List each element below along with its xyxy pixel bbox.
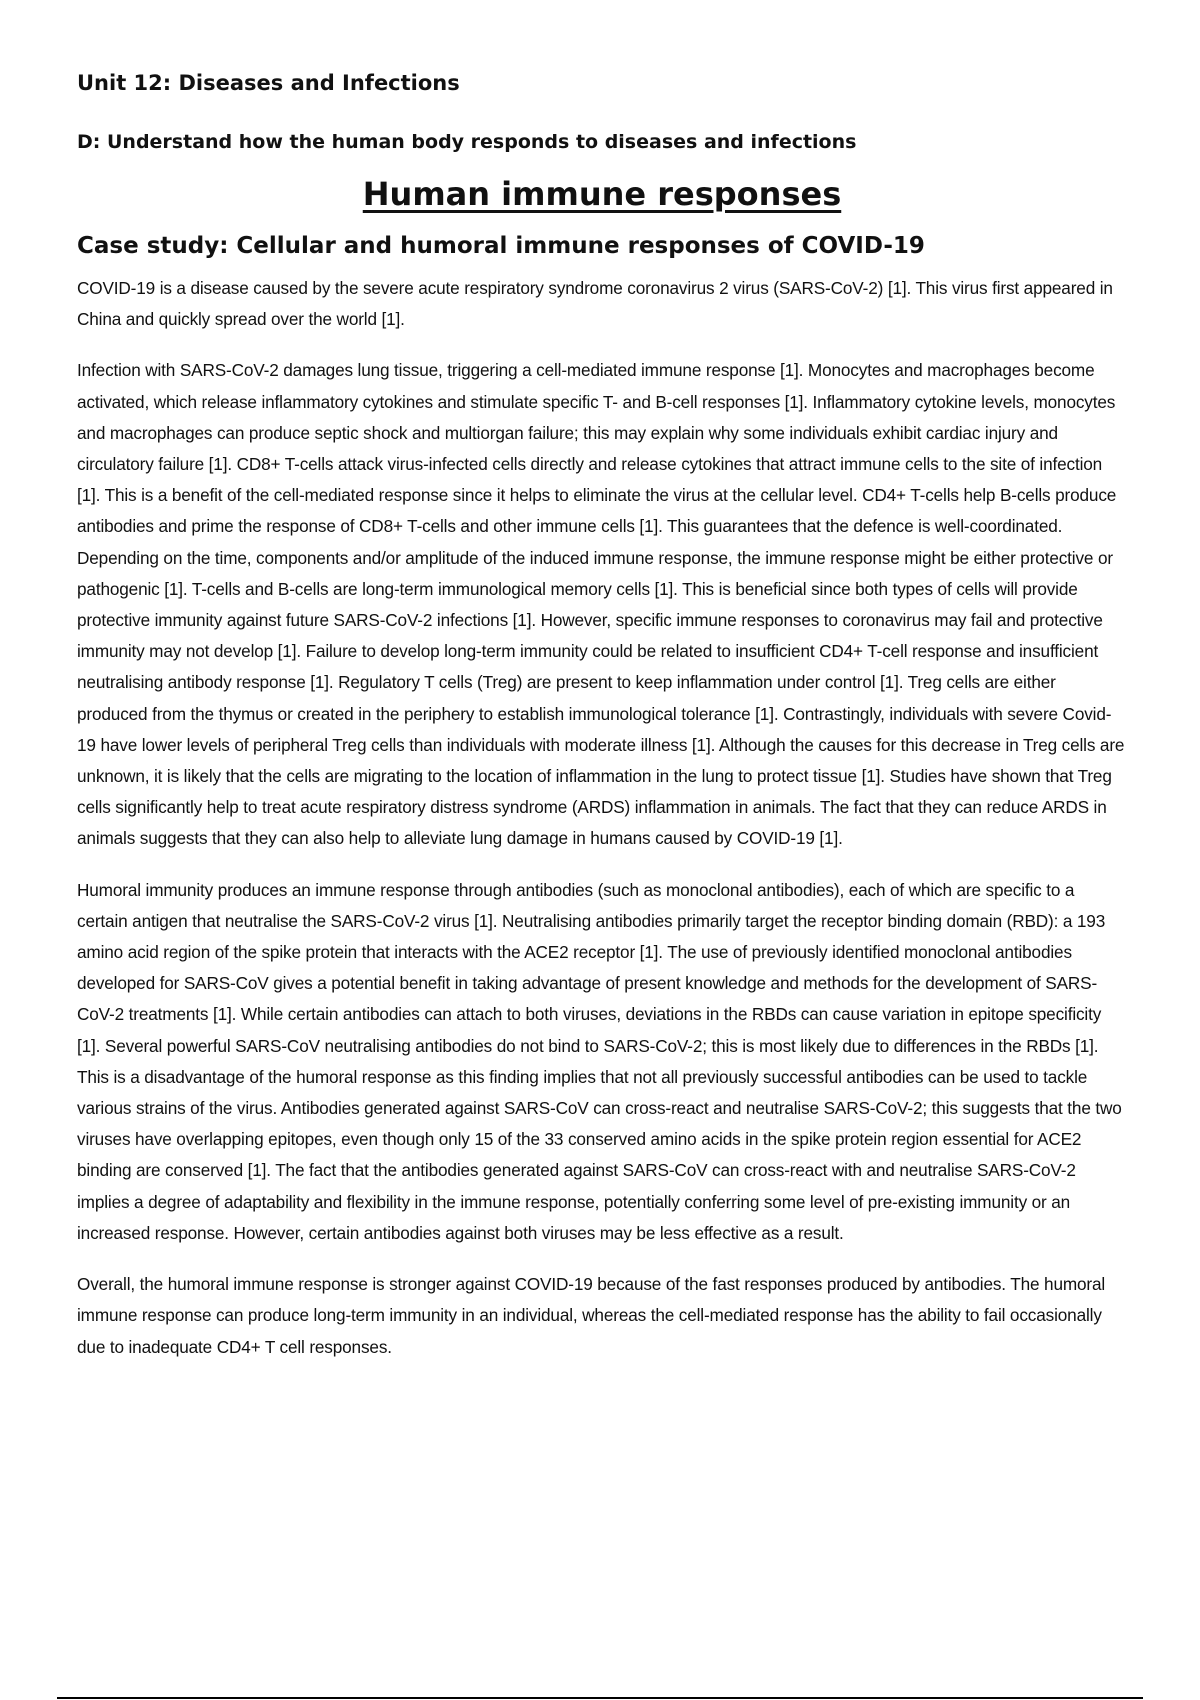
paragraph-humoral: Humoral immunity produces an immune response through antibodies (such as monoclonal antibodies), each of which are specific to a certain antigen that neutralise the SARS-CoV-2 virus [1]. Neutralising antibodies primarily target the receptor binding domain (RBD): a 193 amino acid region of the spike protein that interacts with the ACE2 receptor [1]. The use of previously identified monoclonal antibodies developed for SARS-CoV gives a potential benefit in taking advantage of present knowledge and methods for the development of SARS-CoV-2 treatments [1]. While certain antibodies can attach to both viruses, deviations in the RBDs can cause variation in epitope specificity [1]. Several powerful SARS-CoV neutralising antibodies do not bind to SARS-CoV-2; this is most likely due to differences in the RBDs [1]. This is a disadvantage of the humoral response as this finding implies that not all previously successful antibodies can be used to tackle various strains of the virus. Antibodies generated against SARS-CoV can cross-react and neutralise SARS-CoV-2; this suggests that the two viruses have overlapping epitopes, even though only 15 of the 33 conserved amino acids in the spike protein region essential for ACE2 binding are conserved [1]. The fact that the antibodies generated against SARS-CoV can cross-react with and neutralise SARS-CoV-2 implies a degree of adaptability and flexibility in the immune response, potentially conferring some level of pre-existing immunity or an increased response. However, certain antibodies against both viruses may be less effective as a result. — [77, 879, 1122, 1243]
footer-divider — [57, 1697, 1143, 1699]
paragraph-cell-mediated: Infection with SARS-CoV-2 damages lung tissue, triggering a cell-mediated immune response [1]. Monocytes and macrophages become activated, which release inflammatory cytokines and stimulate specific T- and B-cell responses [1]. Inflammatory cytokine levels, monocytes and macrophages can produce septic shock and multiorgan failure; this may explain why some individuals exhibit cardiac injury and circulatory failure [1]. CD8+ T-cells attack virus-infected cells directly and release cytokines that attract immune cells to the site of infection [1]. This is a benefit of the cell-mediated response since it helps to eliminate the virus at the cellular level. CD4+ T-cells help B-cells produce antibodies and prime the response of CD8+ T-cells and other immune cells [1]. This guarantees that the defence is well-coordinated. Depending on the time, components and/or amplitude of the induced immune response, the immune response might be either protective or pathogenic [1]. T-cells and B-cells are long-term immunological memory cells [1]. This is beneficial since both types of cells will provide protective immunity against future SARS-CoV-2 infections [1]. However, specific immune responses to coronavirus may fail and protective immunity may not develop [1]. Failure to develop long-term immunity could be related to insufficient CD4+ T-cell response and insufficient neutralising antibody response [1]. Regulatory T cells (Treg) are present to keep inflammation under control [1]. Treg cells are either produced from the thymus or created in the periphery to establish immunological tolerance [1]. Contrastingly, individuals with severe Covid-19 have lower levels of peripheral Treg cells than individuals with moderate illness [1]. Although the causes for this decrease in Treg cells are unknown, it is likely that the cells are migrating to the location of inflammation in the lung to protect tissue [1]. Studies have shown that Treg cells significantly help to treat acute respiratory distress syndrome (ARDS) inflammation in animals. The fact that they can reduce ARDS in animals suggests that they can also help to alleviate lung damage in humans caused by COVID-19 [1]. — [77, 360, 1125, 849]
paragraph-conclusion: Overall, the humoral immune response is stronger against COVID-19 because of the fast responses produced by antibodies. The humoral immune response can produce long-term immunity in an individual, whereas the cell-mediated response has the ability to fail occasionally due to inadequate CD4+ T cell responses. — [77, 1274, 1106, 1357]
paragraph-intro: COVID-19 is a disease caused by the severe acute respiratory syndrome coronavirus 2 virus (SARS-CoV-2) [1]. This virus first appeared in China and quickly spread over the world [1]. — [77, 278, 1113, 330]
document-page — [77, 70, 1127, 1383]
unit-title: Unit 12: Diseases and Infections — [77, 71, 460, 95]
page-title: Human immune responses — [362, 175, 842, 213]
learning-aim-subtitle: D: Understand how the human body responds to diseases and infections — [77, 131, 857, 153]
case-study-heading: Case study: Cellular and humoral immune responses of COVID-19 — [77, 233, 925, 259]
